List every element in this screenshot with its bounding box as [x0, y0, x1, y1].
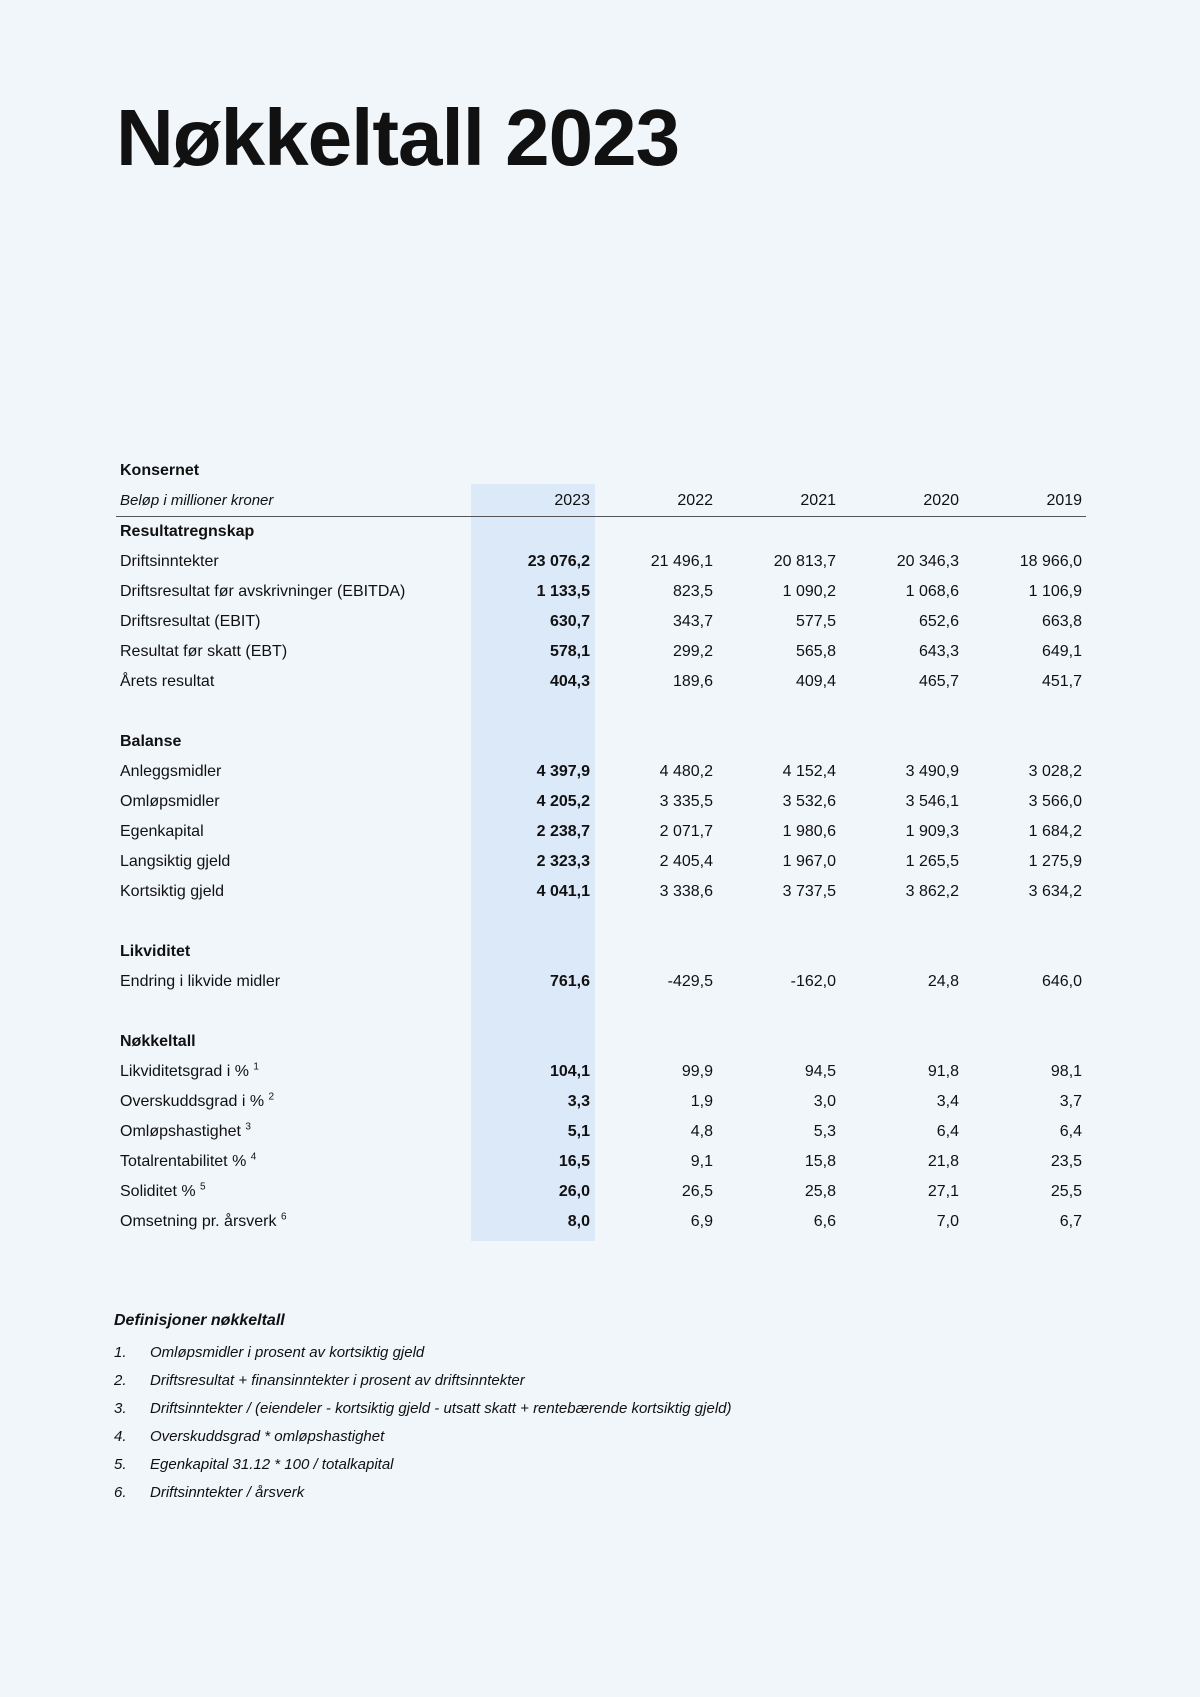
year-header: 2020 [840, 486, 963, 517]
cell-value: 299,2 [672, 643, 713, 660]
definition-item [114, 1339, 1014, 1367]
table-row [116, 1207, 1086, 1237]
cell-value: 646,0 [1041, 973, 1083, 990]
row-label [116, 1057, 471, 1087]
definition-number: 4. [114, 1428, 127, 1445]
cell-value: 4 152,4 [782, 763, 836, 780]
table-row [116, 607, 1086, 637]
table-caption: Konsernet [120, 462, 200, 479]
cell-value: 20 346,3 [896, 553, 959, 570]
definition-text: Driftsresultat + finansinntekter i prosent av driftsinntekter [150, 1372, 525, 1389]
definition-text: Driftsinntekter / årsverk [150, 1484, 305, 1501]
spacer-row [116, 697, 1086, 727]
cell-value: 9,1 [690, 1153, 713, 1170]
table-row [116, 847, 1086, 877]
definition-text: Driftsinntekter / (eiendeler - kortsiktig gjeld - utsatt skatt + rentebærende kortsiktig gjeld) [150, 1400, 732, 1417]
cell-value: 25,5 [1050, 1183, 1083, 1200]
group-title-row [116, 517, 1086, 548]
footnote-marker: 2 [268, 1091, 275, 1103]
row-label [116, 1087, 471, 1117]
cell-value: 465,7 [918, 673, 959, 690]
year-header: 2022 [594, 486, 717, 517]
row-label-text: Langsiktig gjeld [120, 853, 231, 870]
cell-value: 1 106,9 [1028, 583, 1083, 600]
row-label-text: Egenkapital [120, 823, 204, 840]
row-label [116, 577, 471, 607]
cell-value: 6,7 [1059, 1213, 1083, 1230]
cell-value: 99,9 [681, 1063, 713, 1080]
cell-value: 4 480,2 [659, 763, 713, 780]
year-header: 2023 [471, 486, 594, 517]
cell-value: 761,6 [549, 973, 590, 990]
cell-value: 1 980,6 [782, 823, 836, 840]
cell-value: 3 566,0 [1028, 793, 1083, 810]
row-label [116, 1117, 471, 1147]
group-title: Resultatregnskap [120, 523, 255, 540]
cell-value: 3,4 [936, 1093, 959, 1110]
cell-value: 3 338,6 [659, 883, 713, 900]
cell-value: 1 068,6 [905, 583, 959, 600]
cell-value: 4 205,2 [536, 793, 590, 810]
cell-value: 1 265,5 [905, 853, 959, 870]
cell-value: 25,8 [804, 1183, 836, 1200]
cell-value: 2 323,3 [536, 853, 590, 870]
cell-value: 3 634,2 [1028, 883, 1083, 900]
table-row [116, 787, 1086, 817]
cell-value: 2 405,4 [659, 853, 713, 870]
year-header: 2021 [717, 486, 840, 517]
row-label [116, 757, 471, 787]
cell-value: 4,8 [690, 1123, 713, 1140]
cell-value: -429,5 [667, 973, 713, 990]
row-label [116, 1207, 471, 1237]
row-label-text: Anleggsmidler [120, 763, 222, 780]
table-row [116, 877, 1086, 907]
cell-value: 643,3 [918, 643, 959, 660]
cell-value: 823,5 [672, 583, 713, 600]
group-title: Likviditet [120, 943, 191, 960]
table-row [116, 1117, 1086, 1147]
cell-value: 1 090,2 [782, 583, 836, 600]
cell-value: 409,4 [795, 673, 836, 690]
cell-value: 27,1 [927, 1183, 959, 1200]
cell-value: 649,1 [1041, 643, 1083, 660]
footnote-marker: 5 [200, 1181, 206, 1193]
definition-number: 3. [114, 1400, 127, 1417]
row-label [116, 967, 471, 997]
row-label-text: Driftsresultat før avskrivninger (EBITDA) [120, 583, 406, 600]
table-row [116, 757, 1086, 787]
cell-value: 21,8 [927, 1153, 959, 1170]
row-label-text: Omløpsmidler [120, 793, 220, 810]
cell-value: 21 496,1 [650, 553, 713, 570]
page-title: Nøkkeltall 2023 [116, 93, 680, 182]
year-header: 2019 [963, 486, 1086, 517]
cell-value: 3,3 [567, 1093, 590, 1110]
cell-value: 104,1 [549, 1063, 590, 1080]
cell-value: 577,5 [795, 613, 836, 630]
row-label-text: Likviditetsgrad i % [120, 1063, 249, 1080]
definition-number: 2. [114, 1372, 127, 1389]
cell-value: 20 813,7 [773, 553, 836, 570]
row-label-text: Resultat før skatt (EBT) [120, 643, 288, 660]
group-title: Balanse [120, 733, 182, 750]
table-body [116, 517, 1086, 1238]
cell-value: 1 684,2 [1028, 823, 1083, 840]
cell-value: 1 275,9 [1028, 853, 1083, 870]
definition-text: Omløpsmidler i prosent av kortsiktig gjeld [150, 1344, 425, 1361]
definitions-list [114, 1339, 1014, 1507]
footnote-marker: 6 [280, 1211, 287, 1223]
cell-value: 18 966,0 [1019, 553, 1083, 570]
group-title-row [116, 937, 1086, 967]
row-label [116, 847, 471, 877]
row-label [116, 1177, 471, 1207]
group-title-row [116, 1027, 1086, 1057]
cell-value: 3 532,6 [782, 793, 836, 810]
row-label [116, 637, 471, 667]
cell-value: 6,6 [813, 1213, 836, 1230]
cell-value: 343,7 [672, 613, 713, 630]
cell-value: 3,0 [813, 1093, 836, 1110]
cell-value: 3 862,2 [905, 883, 959, 900]
cell-value: 652,6 [918, 613, 959, 630]
row-label-text: Endring i likvide midler [120, 973, 281, 990]
row-label [116, 787, 471, 817]
cell-value: 16,5 [558, 1153, 590, 1170]
definition-item [114, 1423, 1014, 1451]
table-row [116, 667, 1086, 697]
cell-value: 91,8 [927, 1063, 959, 1080]
table-row [116, 1057, 1086, 1087]
cell-value: 7,0 [936, 1213, 959, 1230]
table-row [116, 547, 1086, 577]
cell-value: 3 335,5 [659, 793, 713, 810]
row-label-text: Driftsinntekter [120, 553, 219, 570]
table-row [116, 1177, 1086, 1207]
row-label [116, 667, 471, 697]
definition-text: Overskuddsgrad * omløpshastighet [150, 1428, 385, 1445]
row-label [116, 607, 471, 637]
definition-item [114, 1451, 1014, 1479]
row-label-text: Driftsresultat (EBIT) [120, 613, 261, 630]
row-label-text: Omløpshastighet [120, 1123, 241, 1140]
cell-value: 23,5 [1050, 1153, 1083, 1170]
cell-value: 3 028,2 [1028, 763, 1083, 780]
footnote-marker: 1 [253, 1061, 259, 1073]
cell-value: 3 546,1 [905, 793, 959, 810]
definition-item [114, 1367, 1014, 1395]
cell-value: 663,8 [1041, 613, 1083, 630]
cell-value: 565,8 [795, 643, 836, 660]
table-row [116, 577, 1086, 607]
cell-value: 8,0 [567, 1213, 590, 1230]
row-label-text: Årets resultat [120, 673, 215, 690]
cell-value: -162,0 [790, 973, 836, 990]
cell-value: 23 076,2 [527, 553, 590, 570]
definition-number: 1. [114, 1344, 127, 1361]
cell-value: 1 133,5 [536, 583, 590, 600]
cell-value: 3,7 [1059, 1093, 1083, 1110]
cell-value: 5,1 [567, 1123, 590, 1140]
cell-value: 1 909,3 [905, 823, 959, 840]
cell-value: 2 238,7 [536, 823, 590, 840]
cell-value: 1 967,0 [782, 853, 836, 870]
cell-value: 4 397,9 [536, 763, 590, 780]
definitions-heading: Definisjoner nøkkeltall [114, 1312, 285, 1329]
cell-value: 1,9 [690, 1093, 713, 1110]
cell-value: 578,1 [549, 643, 590, 660]
cell-value: 451,7 [1041, 673, 1083, 690]
table-header-row [116, 486, 1086, 517]
definitions-section [114, 1312, 1014, 1507]
cell-value: 26,0 [558, 1183, 590, 1200]
cell-value: 98,1 [1050, 1063, 1083, 1080]
cell-value: 189,6 [672, 673, 713, 690]
definition-number: 6. [114, 1484, 127, 1501]
row-label [116, 877, 471, 907]
key-figures-table [116, 456, 1086, 1237]
definition-text: Egenkapital 31.12 * 100 / totalkapital [150, 1456, 394, 1473]
row-label-text: Soliditet % [120, 1183, 196, 1200]
table-row [116, 1087, 1086, 1117]
footnote-marker: 3 [245, 1121, 251, 1133]
group-title: Nøkkeltall [120, 1033, 196, 1050]
group-title-row [116, 727, 1086, 757]
unit-label: Beløp i millioner kroner [116, 486, 471, 517]
row-label-text: Overskuddsgrad i % [120, 1093, 265, 1110]
cell-value: 3 737,5 [782, 883, 836, 900]
cell-value: 2 071,7 [659, 823, 713, 840]
table-row [116, 637, 1086, 667]
cell-value: 5,3 [813, 1123, 836, 1140]
table-row [116, 817, 1086, 847]
cell-value: 404,3 [549, 673, 590, 690]
cell-value: 26,5 [681, 1183, 713, 1200]
definition-item [114, 1395, 1014, 1423]
cell-value: 6,4 [1059, 1123, 1083, 1140]
cell-value: 24,8 [927, 973, 959, 990]
cell-value: 630,7 [549, 613, 590, 630]
row-label-text: Omsetning pr. årsverk [120, 1213, 277, 1230]
row-label-text: Kortsiktig gjeld [120, 883, 225, 900]
spacer-row [116, 997, 1086, 1027]
row-label [116, 547, 471, 577]
cell-value: 6,4 [936, 1123, 959, 1140]
table-row [116, 967, 1086, 997]
cell-value: 94,5 [804, 1063, 836, 1080]
cell-value: 3 490,9 [905, 763, 959, 780]
row-label [116, 817, 471, 847]
cell-value: 15,8 [804, 1153, 836, 1170]
footnote-marker: 4 [250, 1151, 257, 1163]
row-label [116, 1147, 471, 1177]
definition-number: 5. [114, 1456, 127, 1473]
row-label-text: Totalrentabilitet % [120, 1153, 247, 1170]
table-row [116, 1147, 1086, 1177]
definition-item [114, 1479, 1014, 1507]
cell-value: 4 041,1 [536, 883, 590, 900]
cell-value: 6,9 [690, 1213, 713, 1230]
spacer-row [116, 907, 1086, 937]
